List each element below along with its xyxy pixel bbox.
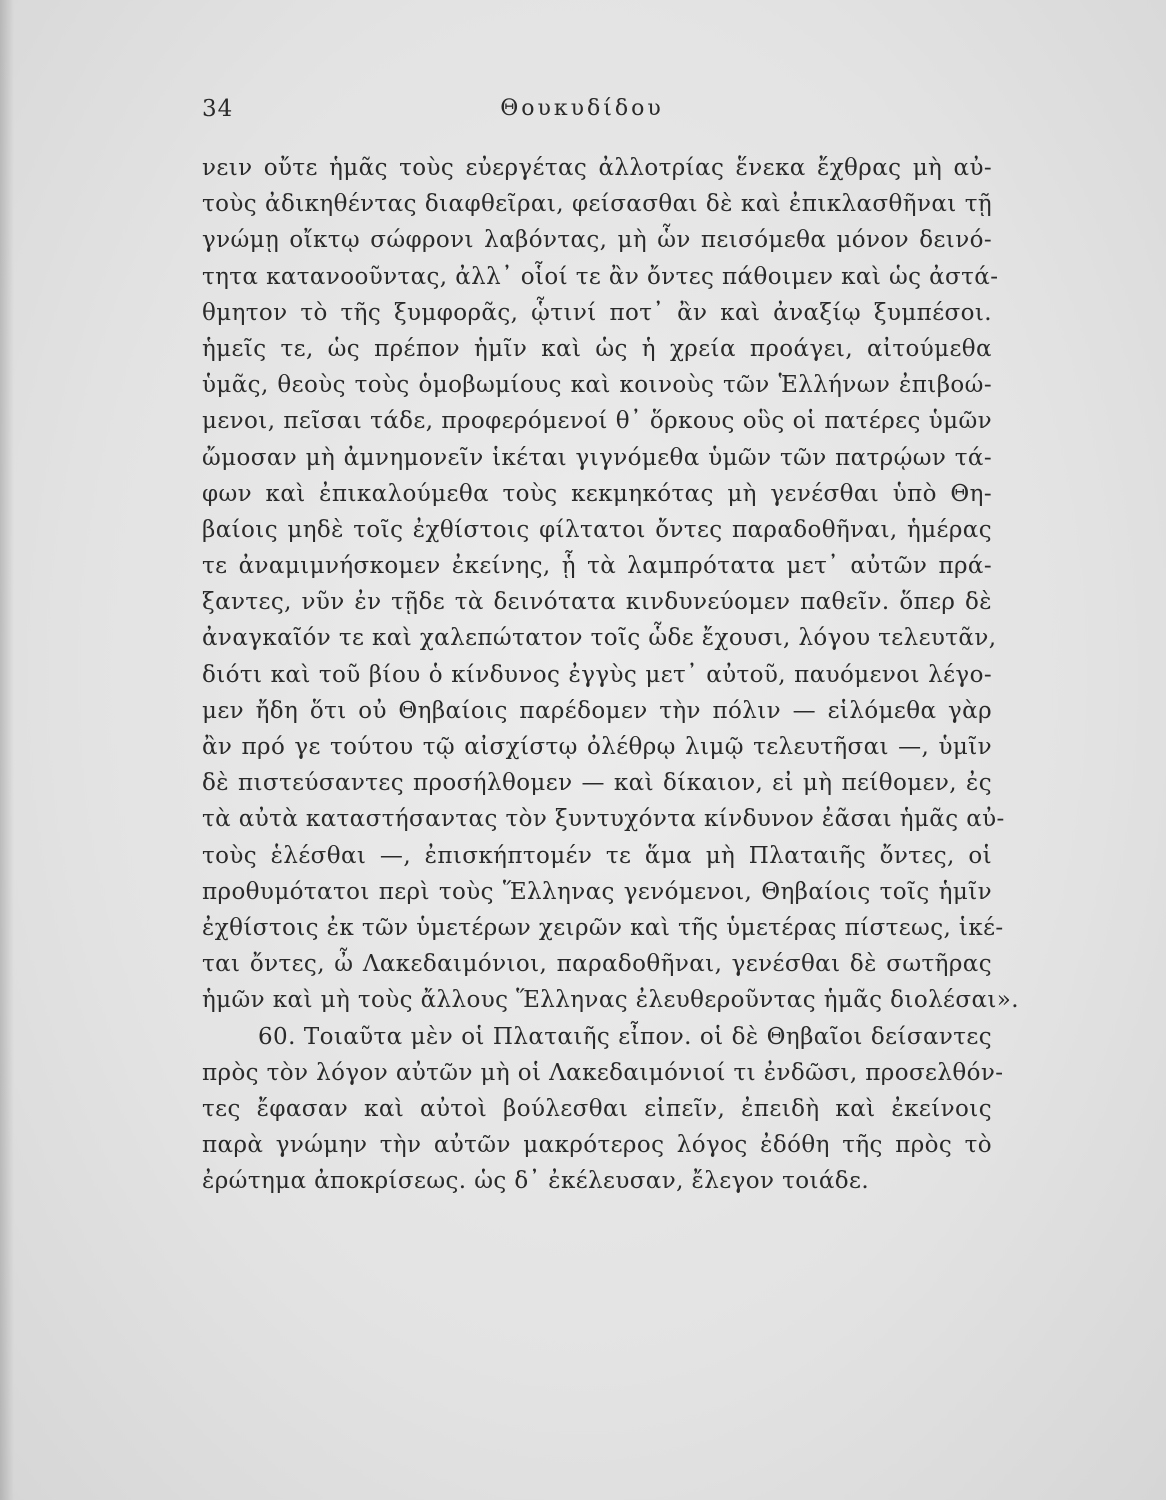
- text-line: ἡμεῖς τε, ὡς πρέπον ἡμῖν καὶ ὡς ἡ χρεία προάγει, αἰτούμεθα: [202, 335, 992, 362]
- paragraph-speech: [202, 150, 1019, 1019]
- page-number: 34: [202, 96, 234, 122]
- page-header: [202, 94, 962, 124]
- text-line: θμητον τὸ τῆς ξυμφορᾶς, ᾧτινί ποτ᾽ ἂν καὶ ἀναξίῳ ξυμπέσοι.: [202, 299, 992, 326]
- text-line: τοὺς ἑλέσθαι —, ἐπισκήπτομέν τε ἅμα μὴ Πλαταιῆς ὄντες, οἱ: [202, 842, 992, 869]
- text-line: ἐρώτημα ἀποκρίσεως. ὡς δ᾽ ἐκέλευσαν, ἔλεγον τοιάδε.: [202, 1168, 870, 1195]
- text-line: δὲ πιστεύσαντες προσήλθομεν — καὶ δίκαιον, εἰ μὴ πείθομεν, ἐς: [202, 770, 992, 797]
- text-line: ὑμᾶς, θεοὺς τοὺς ὁμοβωμίους καὶ κοινοὺς τῶν Ἑλλήνων ἐπιβοώ-: [202, 372, 992, 399]
- text-line: νειν οὔτε ἡμᾶς τοὺς εὐεργέτας ἀλλοτρίας ἕνεκα ἔχθρας μὴ αὐ-: [202, 155, 992, 181]
- text-line: μενοι, πεῖσαι τάδε, προφερόμενοί θ᾽ ὅρκους οὓς οἱ πατέρες ὑμῶν: [202, 408, 992, 435]
- text-line: ὤμοσαν μὴ ἀμνημονεῖν ἱκέται γιγνόμεθα ὑμῶν τῶν πατρῴων τά-: [202, 444, 992, 471]
- text-line: τὰ αὐτὰ καταστήσαντας τὸν ξυντυχόντα κίνδυνον ἐᾶσαι ἡμᾶς αὐ-: [202, 806, 1005, 833]
- text-line: ἡμῶν καὶ μὴ τοὺς ἄλλους Ἕλληνας ἐλευθεροῦντας ἡμᾶς διολέσαι».: [202, 987, 1019, 1014]
- text-line: βαίοις μηδὲ τοῖς ἐχθίστοις φίλτατοι ὄντες παραδοθῆναι, ἡμέρας: [202, 516, 992, 543]
- text-line: φων καὶ ἐπικαλούμεθα τοὺς κεκμηκότας μὴ γενέσθαι ὑπὸ Θη-: [202, 480, 992, 507]
- text-line: ἀναγκαῖόν τε καὶ χαλεπώτατον τοῖς ὧδε ἔχουσι, λόγου τελευτᾶν,: [202, 625, 997, 652]
- text-line: πρὸς τὸν λόγον αὐτῶν μὴ οἱ Λακεδαιμόνιοί τι ἐνδῶσι, προσελθόν-: [202, 1059, 1004, 1086]
- text-line: τοὺς ἀδικηθέντας διαφθεῖραι, φείσασθαι δὲ καὶ ἐπικλασθῆναι τῇ: [202, 191, 992, 218]
- text-line: τες ἔφασαν καὶ αὐτοὶ βούλεσθαι εἰπεῖν, ἐπειδὴ καὶ ἐκείνοις: [202, 1095, 992, 1122]
- text-line: τε ἀναμιμνήσκομεν ἐκείνης, ᾗ τὰ λαμπρότατα μετ᾽ αὐτῶν πρά-: [202, 553, 992, 580]
- text-line: προθυμότατοι περὶ τοὺς Ἕλληνας γενόμενοι, Θηβαίοις τοῖς ἡμῖν: [202, 878, 992, 905]
- text-line: διότι καὶ τοῦ βίου ὁ κίνδυνος ἐγγὺς μετ᾽ αὐτοῦ, παυόμενοι λέγο-: [202, 661, 992, 688]
- text-line: ἂν πρό γε τούτου τῷ αἰσχίστῳ ὀλέθρῳ λιμῷ τελευτῆσαι —, ὑμῖν: [202, 734, 992, 760]
- text-line: ξαντες, νῦν ἐν τῇδε τὰ δεινότατα κινδυνεύομεν παθεῖν. ὅπερ δὲ: [202, 589, 992, 616]
- paragraph-chapter-60: [202, 1019, 1004, 1200]
- text-line: τητα κατανοοῦντας, ἀλλ᾽ οἷοί τε ἂν ὄντες πάθοιμεν καὶ ὡς ἀστά-: [202, 263, 999, 290]
- text-line: ται ὄντες, ὦ Λακεδαιμόνιοι, παραδοθῆναι, γενέσθαι δὲ σωτῆρας: [202, 951, 992, 978]
- text-line: μεν ἤδη ὅτι οὐ Θηβαίοις παρέδομεν τὴν πόλιν — εἱλόμεθα γὰρ: [202, 697, 992, 724]
- text-line: παρὰ γνώμην τὴν αὐτῶν μακρότερος λόγος ἐδόθη τῆς πρὸς τὸ: [202, 1132, 992, 1159]
- running-title: Θουκυδίδου: [500, 96, 664, 121]
- text-line: γνώμῃ οἴκτῳ σώφρονι λαβόντας, μὴ ὧν πεισόμεθα μόνον δεινό-: [202, 227, 992, 254]
- text-line: 60. Τοιαῦτα μὲν οἱ Πλαταιῆς εἶπον. οἱ δὲ Θηβαῖοι δείσαντες: [258, 1023, 992, 1050]
- text-line: ἐχθίστοις ἐκ τῶν ὑμετέρων χειρῶν καὶ τῆς ὑμετέρας πίστεως, ἱκέ-: [202, 914, 1004, 941]
- body-text: [202, 150, 1019, 1199]
- page-edge-shadow: [0, 0, 14, 1500]
